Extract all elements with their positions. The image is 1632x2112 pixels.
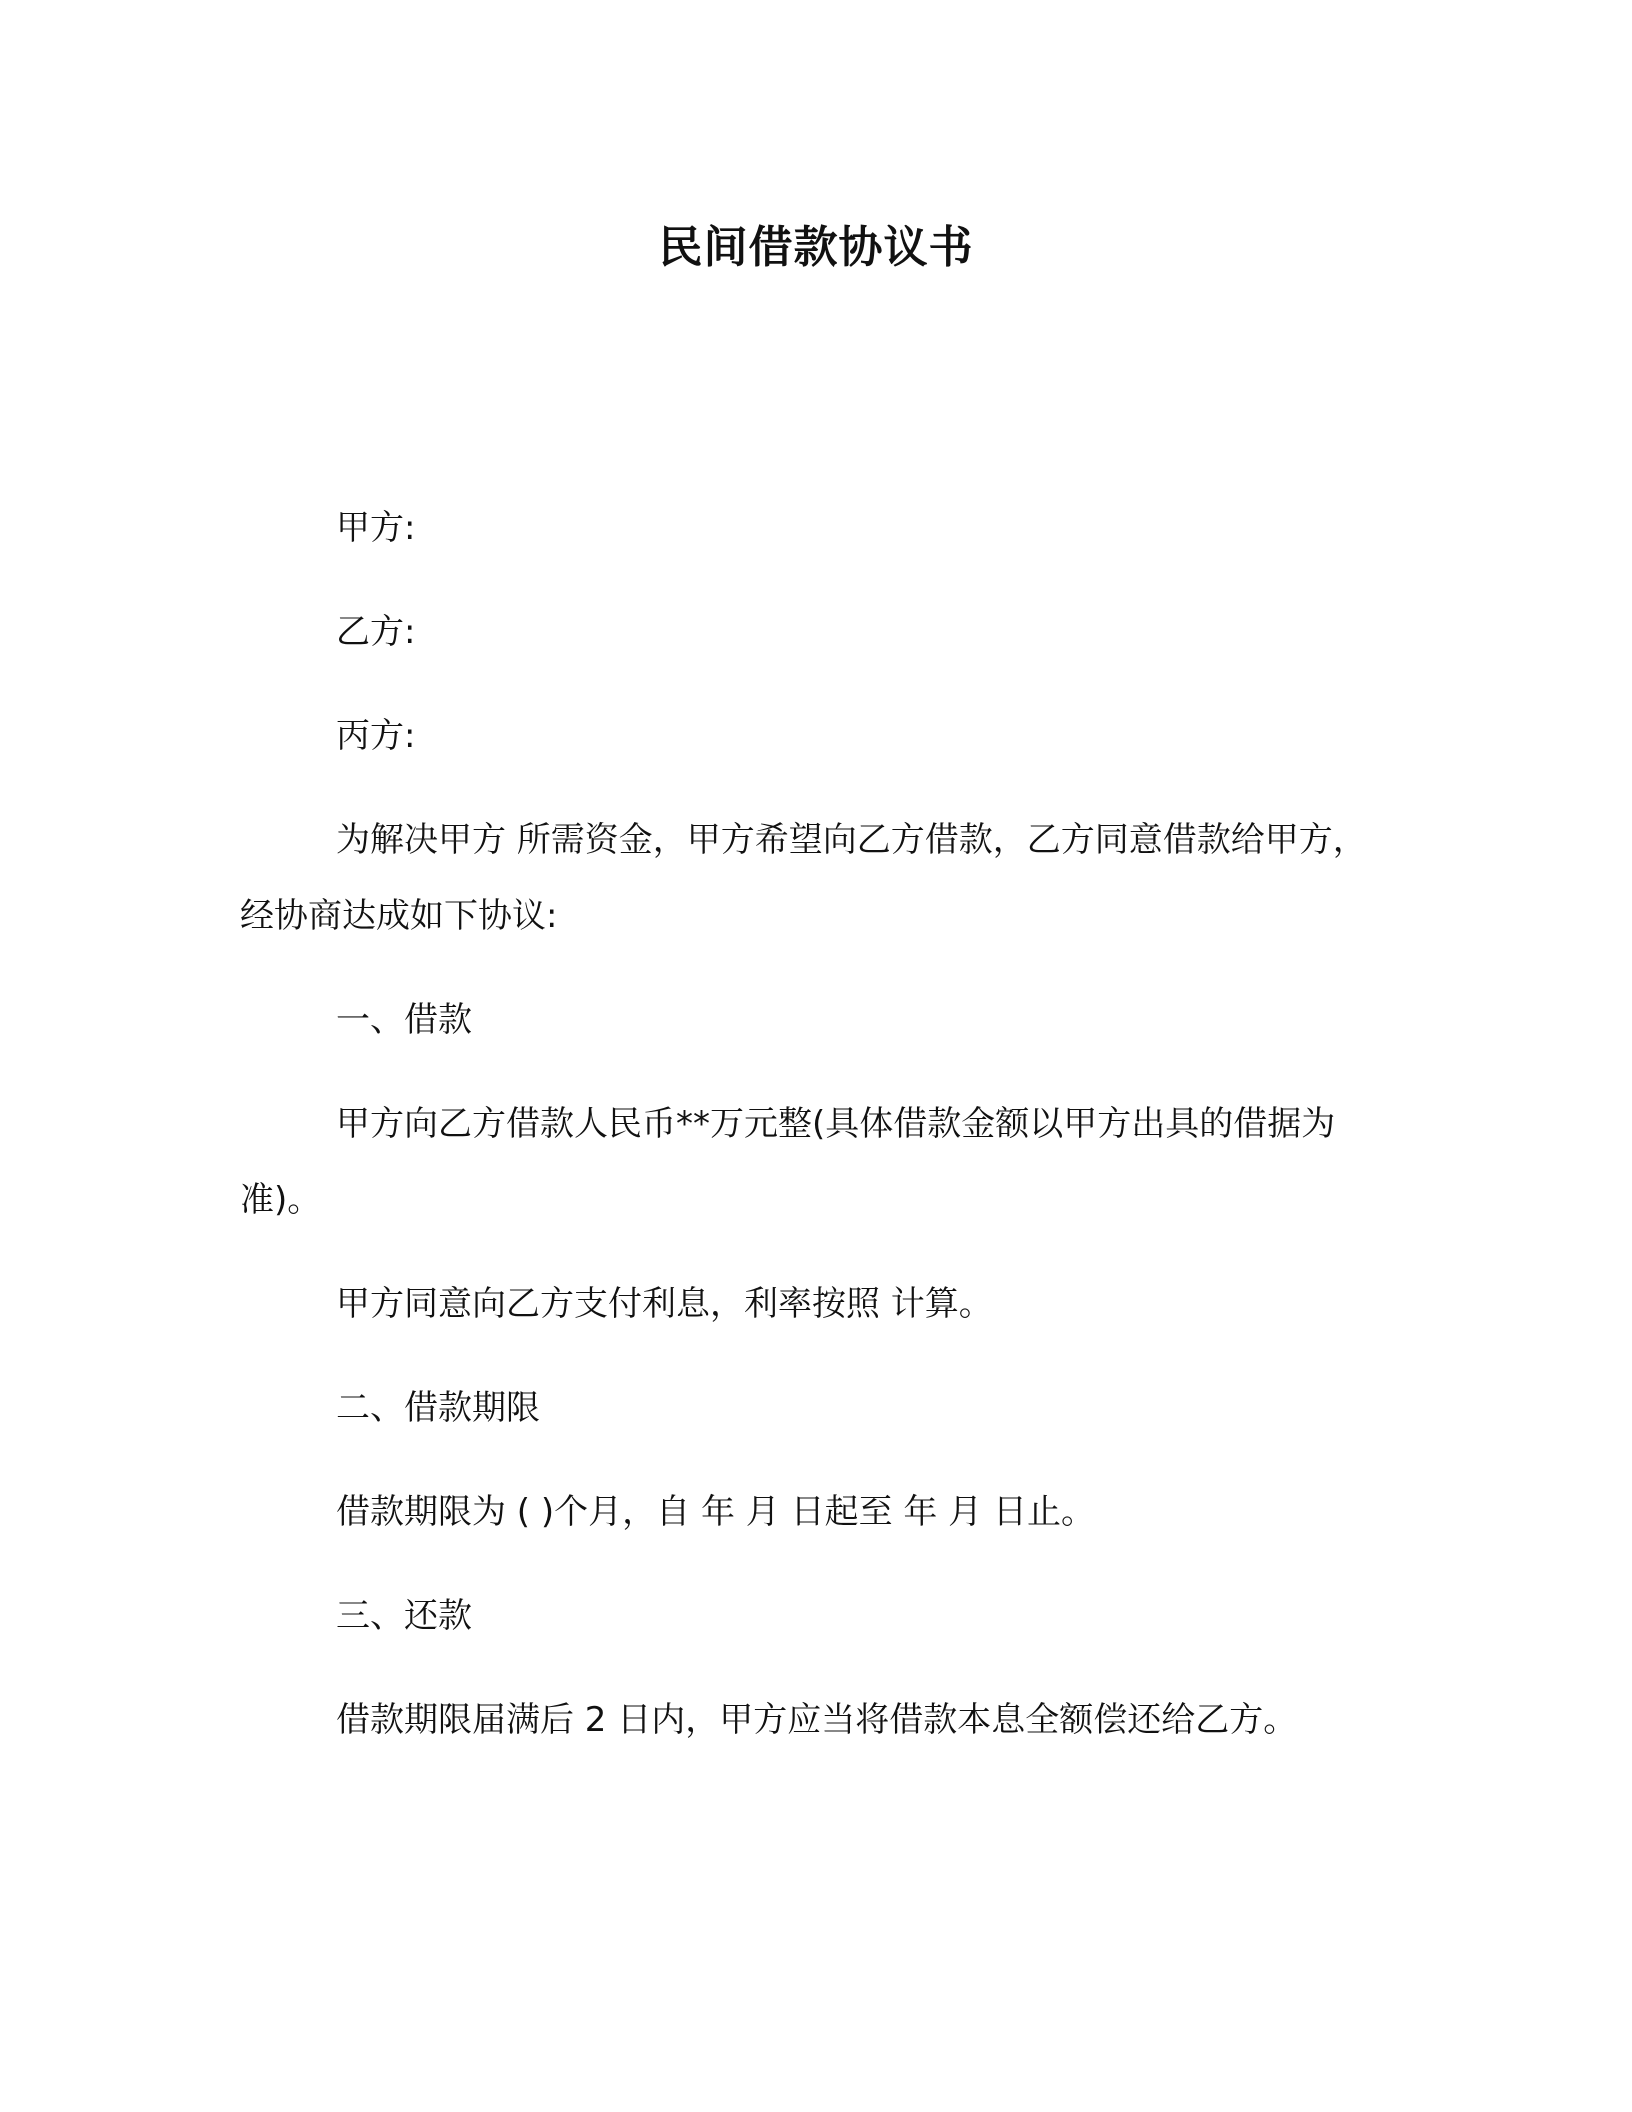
section-heading-term: 二、借款期限 <box>336 1388 540 1428</box>
party-c-line: 丙方: <box>336 716 416 756</box>
party-a-line: 甲方: <box>336 508 416 548</box>
section-heading-loan: 一、借款 <box>336 1000 472 1040</box>
party-b-line: 乙方: <box>336 612 416 652</box>
repayment-paragraph: 借款期限届满后 2 日内，甲方应当将借款本息全额偿还给乙方。 <box>336 1700 1298 1740</box>
interest-paragraph: 甲方同意向乙方支付利息，利率按照 计算。 <box>336 1284 993 1324</box>
term-paragraph: 借款期限为 ( )个月，自 年 月 日起至 年 月 日止。 <box>336 1492 1095 1532</box>
document-title: 民间借款协议书 <box>658 222 974 273</box>
section-heading-repayment: 三、还款 <box>336 1596 472 1636</box>
document-body <box>240 490 1400 1786</box>
loan-amount-paragraph: 甲方向乙方借款人民币**万元整(具体借款金额以甲方出具的借据为准)。 <box>240 1104 1336 1220</box>
preamble-paragraph: 为解决甲方 所需资金，甲方希望向乙方借款，乙方同意借款给甲方，经协商达成如下协议: <box>240 820 1367 936</box>
